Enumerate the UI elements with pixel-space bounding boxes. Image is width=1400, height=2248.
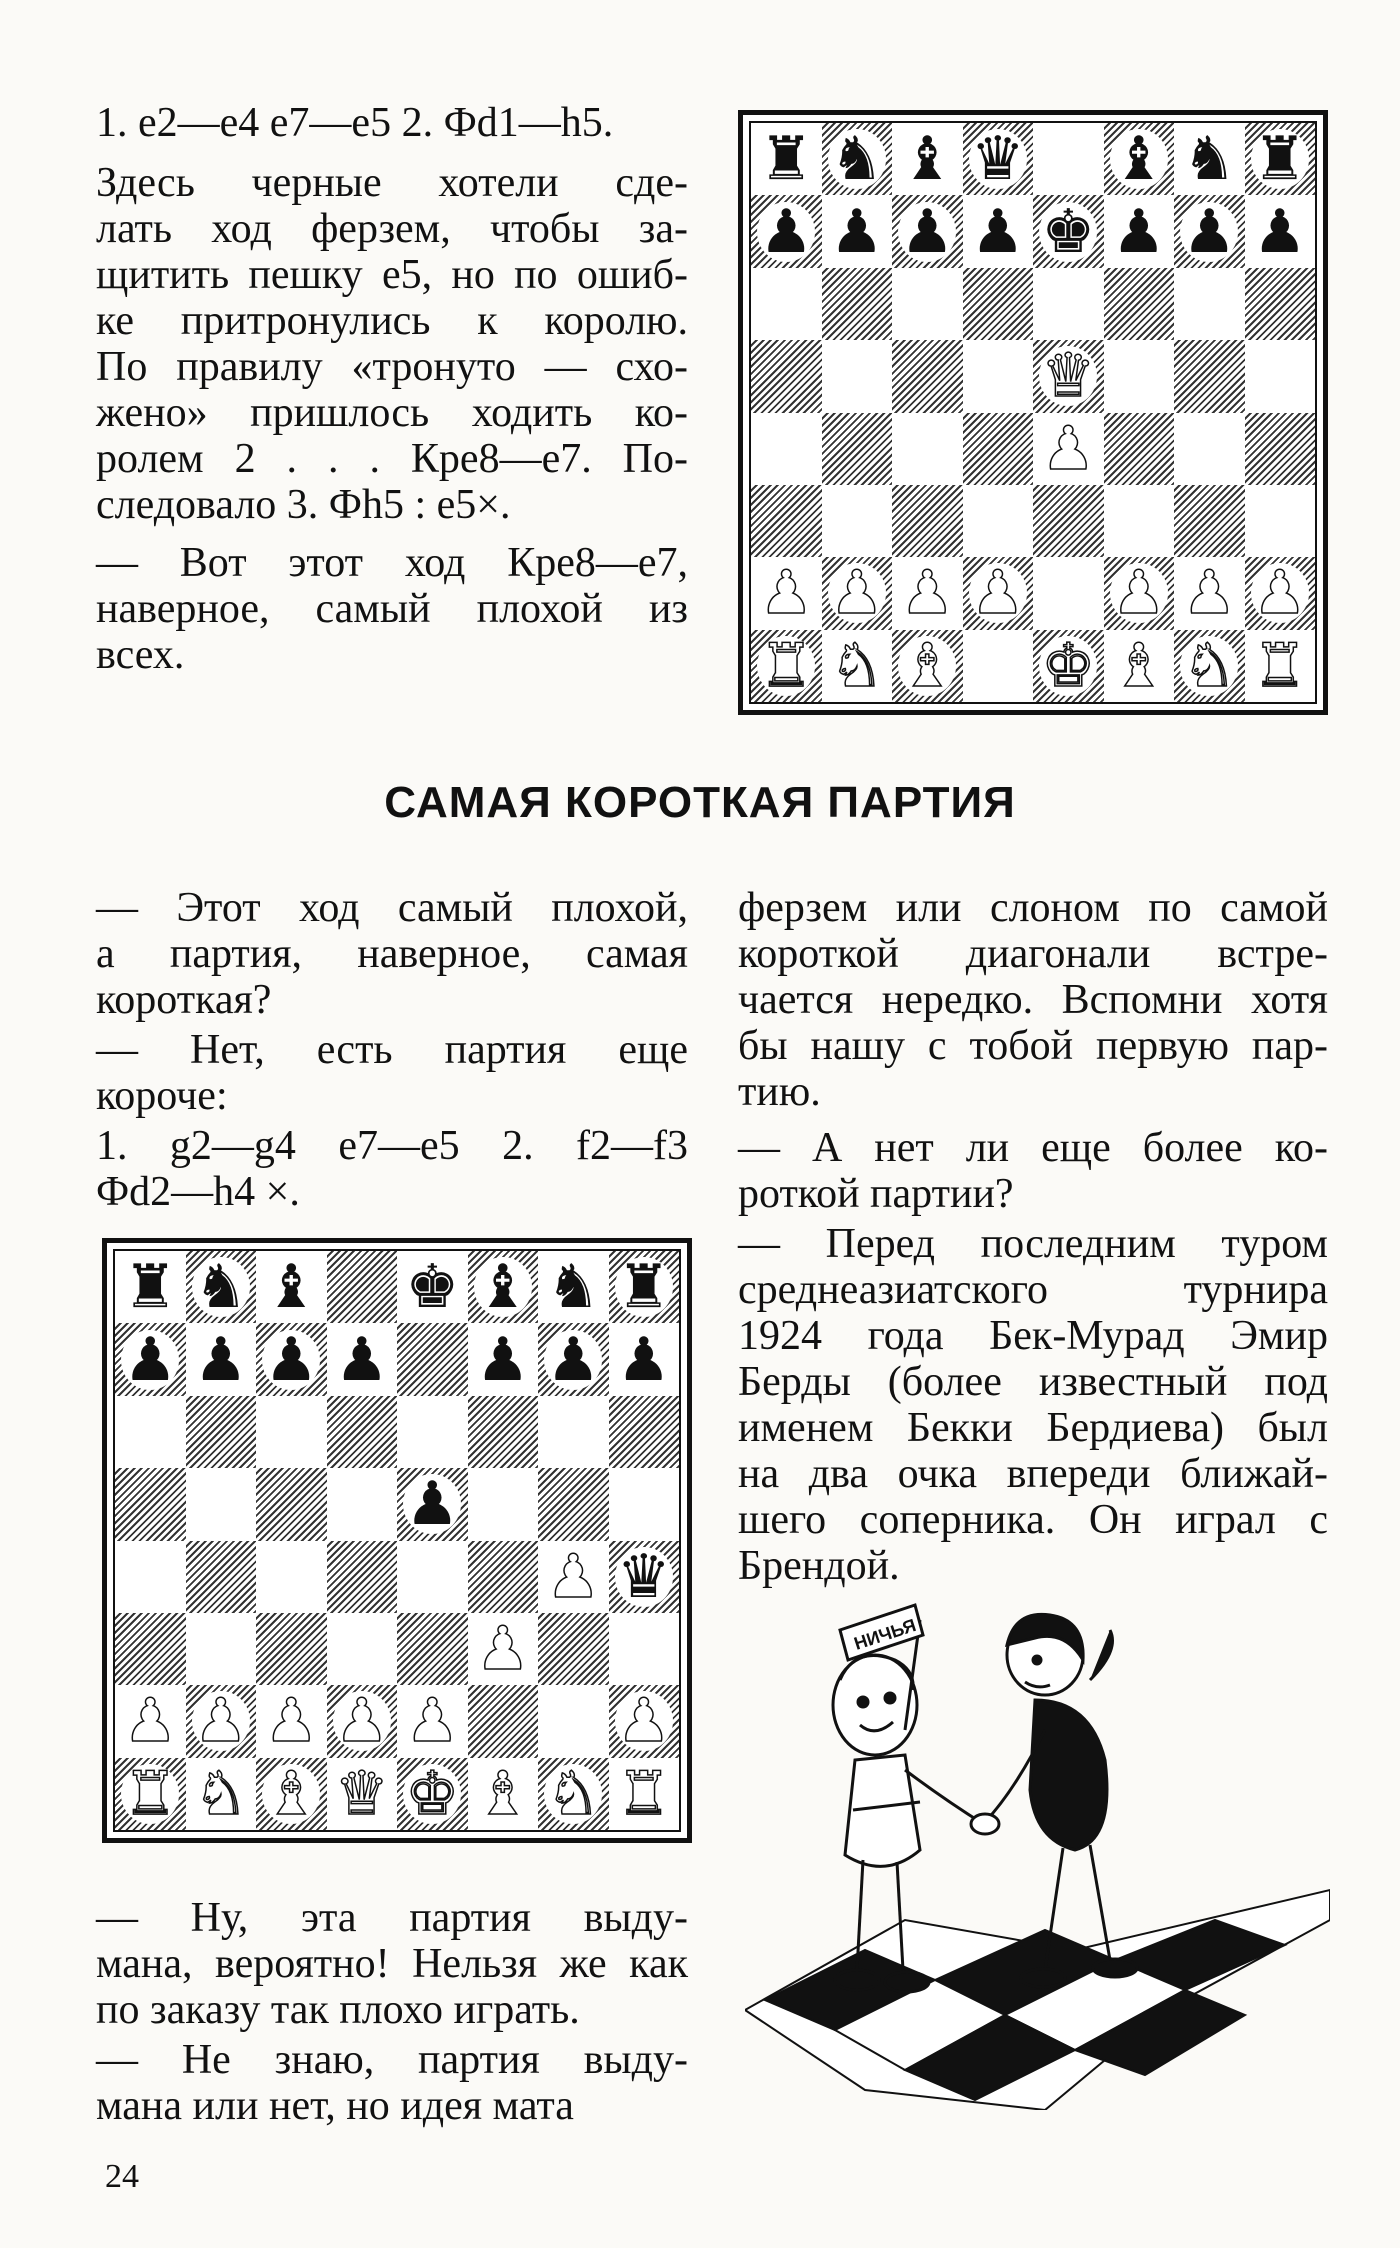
text-line: По правилу «тронуто — схо- xyxy=(96,344,688,390)
text-line: — А нет ли еще более ко- xyxy=(738,1125,1328,1171)
square-e5 xyxy=(397,1468,468,1540)
square-b1 xyxy=(186,1758,257,1830)
square-g3 xyxy=(538,1613,609,1685)
square-c5 xyxy=(256,1468,327,1540)
black-king-icon: ♚ xyxy=(1041,196,1096,267)
square-d7 xyxy=(963,195,1034,267)
square-h8 xyxy=(609,1251,680,1323)
text-line: короткой диагонали встре- xyxy=(738,931,1328,977)
white-king-icon: ♚ xyxy=(1041,630,1096,701)
square-b6 xyxy=(822,268,893,340)
text-line: роткой партии? xyxy=(738,1171,1014,1217)
square-h7 xyxy=(609,1323,680,1395)
white-bishop-icon: ♝ xyxy=(475,1758,530,1829)
square-g1 xyxy=(538,1758,609,1830)
white-pawn-icon: ♟ xyxy=(900,558,955,629)
square-h2 xyxy=(609,1685,680,1757)
square-a7 xyxy=(115,1323,186,1395)
square-d6 xyxy=(963,268,1034,340)
black-bishop-icon: ♝ xyxy=(900,124,955,195)
text-line: Фd2—h4 ×. xyxy=(96,1169,300,1215)
square-b3 xyxy=(186,1613,257,1685)
text-line: ролем 2 . . . Кре8—е7. По- xyxy=(96,436,688,482)
black-pawn-icon: ♟ xyxy=(1182,196,1237,267)
square-f5 xyxy=(1104,340,1175,412)
square-c3 xyxy=(892,485,963,557)
page-number: 24 xyxy=(105,2158,139,2195)
square-g4 xyxy=(1174,413,1245,485)
square-c1 xyxy=(256,1758,327,1830)
moves-line: 1. e2—e4 e7—e5 2. Фd1—h5. xyxy=(96,100,614,146)
text-line: 1924 года Бек-Мурад Эмир xyxy=(738,1313,1328,1359)
white-pawn-icon: ♟ xyxy=(970,558,1025,629)
square-d4 xyxy=(327,1541,398,1613)
black-pawn-icon: ♟ xyxy=(1111,196,1166,267)
white-pawn-icon: ♟ xyxy=(334,1686,389,1757)
text-line: — Не знаю, партия выду- xyxy=(96,2037,688,2083)
white-king-icon: ♚ xyxy=(405,1758,460,1829)
square-h1 xyxy=(1245,630,1316,702)
text-line: — Этот ход самый плохой, xyxy=(96,885,688,931)
square-e3 xyxy=(1033,485,1104,557)
square-g2 xyxy=(1174,557,1245,629)
square-c2 xyxy=(256,1685,327,1757)
square-f2 xyxy=(468,1685,539,1757)
square-a2 xyxy=(115,1685,186,1757)
white-knight-icon: ♞ xyxy=(829,630,884,701)
square-e2 xyxy=(1033,557,1104,629)
black-pawn-icon: ♟ xyxy=(970,196,1025,267)
square-a7 xyxy=(751,195,822,267)
square-c4 xyxy=(256,1541,327,1613)
black-rook-icon: ♜ xyxy=(759,124,814,195)
square-b4 xyxy=(822,413,893,485)
paragraph-touch-move xyxy=(96,160,688,528)
square-g1 xyxy=(1174,630,1245,702)
square-f1 xyxy=(1104,630,1175,702)
square-f7 xyxy=(1104,195,1175,267)
square-h6 xyxy=(1245,268,1316,340)
black-pawn-icon: ♟ xyxy=(759,196,814,267)
square-c8 xyxy=(256,1251,327,1323)
paragraph-moves-2 xyxy=(96,1123,688,1215)
paragraph-invented xyxy=(96,1895,688,2033)
square-h5 xyxy=(609,1468,680,1540)
white-pawn-icon: ♟ xyxy=(546,1541,601,1612)
square-b3 xyxy=(822,485,893,557)
paragraph-shortest-question xyxy=(96,885,688,1023)
square-b2 xyxy=(822,557,893,629)
square-b5 xyxy=(822,340,893,412)
black-pawn-icon: ♟ xyxy=(193,1324,248,1395)
square-h2 xyxy=(1245,557,1316,629)
square-c8 xyxy=(892,123,963,195)
square-b7 xyxy=(822,195,893,267)
square-a4 xyxy=(751,413,822,485)
text-line: на два очка впереди ближай- xyxy=(738,1451,1328,1497)
text-line: чается нередко. Вспомни хотя xyxy=(738,977,1328,1023)
white-knight-icon: ♞ xyxy=(1182,630,1237,701)
text-line: ке притронулись к королю. xyxy=(96,298,688,344)
square-h1 xyxy=(609,1758,680,1830)
black-pawn-icon: ♟ xyxy=(405,1469,460,1540)
square-d2 xyxy=(327,1685,398,1757)
square-h3 xyxy=(1245,485,1316,557)
square-g8 xyxy=(538,1251,609,1323)
square-g7 xyxy=(538,1323,609,1395)
square-a4 xyxy=(115,1541,186,1613)
white-pawn-icon: ♟ xyxy=(1252,558,1307,629)
square-g6 xyxy=(1174,268,1245,340)
paragraph-worst-move xyxy=(96,540,688,678)
white-rook-icon: ♜ xyxy=(759,630,814,701)
square-d7 xyxy=(327,1323,398,1395)
square-d1 xyxy=(963,630,1034,702)
square-a5 xyxy=(115,1468,186,1540)
square-c7 xyxy=(256,1323,327,1395)
text-line: Здесь черные хотели сде- xyxy=(96,160,688,206)
square-h4 xyxy=(1245,413,1316,485)
chess-diagram-2 xyxy=(102,1238,692,1843)
white-pawn-icon: ♟ xyxy=(405,1686,460,1757)
text-line: мана или нет, но идея мата xyxy=(96,2083,574,2129)
square-h8 xyxy=(1245,123,1316,195)
text-line: — Вот этот ход Кре8—е7, xyxy=(96,540,688,586)
text-line: бы нашу с тобой первую пар- xyxy=(738,1023,1328,1069)
text-line: именем Бекки Бердиева) был xyxy=(738,1405,1328,1451)
black-pawn-icon: ♟ xyxy=(546,1324,601,1395)
black-pawn-icon: ♟ xyxy=(616,1324,671,1395)
square-d8 xyxy=(963,123,1034,195)
square-a6 xyxy=(751,268,822,340)
square-g4 xyxy=(538,1541,609,1613)
square-b4 xyxy=(186,1541,257,1613)
black-pawn-icon: ♟ xyxy=(475,1324,530,1395)
white-pawn-icon: ♟ xyxy=(616,1686,671,1757)
square-f5 xyxy=(468,1468,539,1540)
white-pawn-icon: ♟ xyxy=(193,1686,248,1757)
text-line: щитить пешку e5, но по ошиб- xyxy=(96,252,688,298)
black-pawn-icon: ♟ xyxy=(334,1324,389,1395)
square-a8 xyxy=(115,1251,186,1323)
board-2-grid xyxy=(113,1249,681,1832)
square-e8 xyxy=(397,1251,468,1323)
text-line: Брендой. xyxy=(738,1543,900,1589)
text-line: жено» пришлось ходить ко- xyxy=(96,390,688,436)
square-a3 xyxy=(115,1613,186,1685)
square-c6 xyxy=(256,1396,327,1468)
square-g5 xyxy=(1174,340,1245,412)
text-line: шего соперника. Он играл с xyxy=(738,1497,1328,1543)
paragraph-dont-know xyxy=(96,2037,688,2129)
square-a1 xyxy=(115,1758,186,1830)
black-knight-icon: ♞ xyxy=(829,124,884,195)
square-b5 xyxy=(186,1468,257,1540)
square-h7 xyxy=(1245,195,1316,267)
square-d4 xyxy=(963,413,1034,485)
white-rook-icon: ♜ xyxy=(123,1758,178,1829)
text-line: короткая? xyxy=(96,977,272,1023)
paragraph-even-shorter-game xyxy=(738,1125,1328,1217)
square-f4 xyxy=(468,1541,539,1613)
square-h3 xyxy=(609,1613,680,1685)
square-d3 xyxy=(963,485,1034,557)
square-h6 xyxy=(609,1396,680,1468)
text-line: всех. xyxy=(96,632,185,678)
text-line: наверное, самый плохой из xyxy=(96,586,688,632)
square-a2 xyxy=(751,557,822,629)
square-c5 xyxy=(892,340,963,412)
text-line: среднеазиатского турнира xyxy=(738,1267,1328,1313)
white-knight-icon: ♞ xyxy=(193,1758,248,1829)
square-g2 xyxy=(538,1685,609,1757)
square-b7 xyxy=(186,1323,257,1395)
black-rook-icon: ♜ xyxy=(616,1252,671,1323)
black-pawn-icon: ♟ xyxy=(123,1324,178,1395)
left-column-top xyxy=(96,885,688,1215)
black-bishop-icon: ♝ xyxy=(1111,124,1166,195)
text-line: — Нет, есть партия еще xyxy=(96,1027,688,1073)
square-e8 xyxy=(1033,123,1104,195)
text-line: ферзем или слоном по самой xyxy=(738,885,1328,931)
black-knight-icon: ♞ xyxy=(193,1252,248,1323)
black-king-icon: ♚ xyxy=(405,1252,460,1323)
square-a5 xyxy=(751,340,822,412)
square-f6 xyxy=(1104,268,1175,340)
text-line: а партия, наверное, самая xyxy=(96,931,688,977)
square-b2 xyxy=(186,1685,257,1757)
square-h5 xyxy=(1245,340,1316,412)
square-e4 xyxy=(397,1541,468,1613)
square-f3 xyxy=(468,1613,539,1685)
square-f8 xyxy=(1104,123,1175,195)
white-pawn-icon: ♟ xyxy=(123,1686,178,1757)
square-e3 xyxy=(397,1613,468,1685)
square-d6 xyxy=(327,1396,398,1468)
square-c6 xyxy=(892,268,963,340)
square-a1 xyxy=(751,630,822,702)
black-pawn-icon: ♟ xyxy=(264,1324,319,1395)
black-bishop-icon: ♝ xyxy=(475,1252,530,1323)
white-pawn-icon: ♟ xyxy=(1041,413,1096,484)
square-f3 xyxy=(1104,485,1175,557)
square-g6 xyxy=(538,1396,609,1468)
black-knight-icon: ♞ xyxy=(1182,124,1237,195)
text-line: — Ну, эта партия выду- xyxy=(96,1895,688,1941)
right-column xyxy=(738,885,1328,1589)
checkered-floor xyxy=(745,1890,1330,2110)
square-d5 xyxy=(327,1468,398,1540)
square-d3 xyxy=(327,1613,398,1685)
square-c3 xyxy=(256,1613,327,1685)
white-rook-icon: ♜ xyxy=(616,1758,671,1829)
square-b8 xyxy=(186,1251,257,1323)
square-a6 xyxy=(115,1396,186,1468)
text-line: следовало 3. Фh5 : e5×. xyxy=(96,482,511,528)
square-e2 xyxy=(397,1685,468,1757)
square-f2 xyxy=(1104,557,1175,629)
square-e6 xyxy=(1033,268,1104,340)
section-heading: САМАЯ КОРОТКАЯ ПАРТИЯ xyxy=(384,778,1016,827)
handshake-icon xyxy=(971,1814,999,1834)
black-pawn-icon: ♟ xyxy=(829,196,884,267)
white-bishop-icon: ♝ xyxy=(264,1758,319,1829)
square-f4 xyxy=(1104,413,1175,485)
handshake-illustration xyxy=(745,1590,1330,2110)
square-a8 xyxy=(751,123,822,195)
square-f8 xyxy=(468,1251,539,1323)
square-d5 xyxy=(963,340,1034,412)
cartoon-handshake xyxy=(745,1590,1330,2110)
text-line: 1. g2—g4 e7—e5 2. f2—f3 xyxy=(96,1123,688,1169)
text-line: тию. xyxy=(738,1069,821,1115)
text-line: лать ход ферзем, чтобы за- xyxy=(96,206,688,252)
white-knight-icon: ♞ xyxy=(546,1758,601,1829)
chess-diagram-1 xyxy=(738,110,1328,715)
black-figure xyxy=(985,1614,1137,1987)
square-g3 xyxy=(1174,485,1245,557)
top-left-text xyxy=(96,100,688,678)
square-a3 xyxy=(751,485,822,557)
square-c2 xyxy=(892,557,963,629)
white-pawn-icon: ♟ xyxy=(1182,558,1237,629)
black-pawn-icon: ♟ xyxy=(1252,196,1307,267)
square-e1 xyxy=(1033,630,1104,702)
black-pawn-icon: ♟ xyxy=(900,196,955,267)
white-bishop-icon: ♝ xyxy=(1111,630,1166,701)
square-e6 xyxy=(397,1396,468,1468)
square-b6 xyxy=(186,1396,257,1468)
square-d1 xyxy=(327,1758,398,1830)
left-column-bottom xyxy=(96,1895,688,2129)
square-c7 xyxy=(892,195,963,267)
white-rook-icon: ♜ xyxy=(1252,630,1307,701)
square-f7 xyxy=(468,1323,539,1395)
square-h4 xyxy=(609,1541,680,1613)
board-1-grid xyxy=(749,121,1317,704)
white-queen-icon: ♛ xyxy=(334,1758,389,1829)
square-c1 xyxy=(892,630,963,702)
black-queen-icon: ♛ xyxy=(970,124,1025,195)
black-bishop-icon: ♝ xyxy=(264,1252,319,1323)
black-knight-icon: ♞ xyxy=(546,1252,601,1323)
white-pawn-icon: ♟ xyxy=(829,558,884,629)
square-e4 xyxy=(1033,413,1104,485)
square-g8 xyxy=(1174,123,1245,195)
paragraph-even-shorter xyxy=(96,1027,688,1119)
square-e1 xyxy=(397,1758,468,1830)
text-line: — Перед последним туром xyxy=(738,1221,1328,1267)
square-c4 xyxy=(892,413,963,485)
white-pawn-icon: ♟ xyxy=(264,1686,319,1757)
square-e7 xyxy=(1033,195,1104,267)
square-e5 xyxy=(1033,340,1104,412)
square-e7 xyxy=(397,1323,468,1395)
white-bishop-icon: ♝ xyxy=(900,630,955,701)
text-line: мана, вероятно! Нельзя же как xyxy=(96,1941,688,1987)
paragraph-tournament xyxy=(738,1221,1328,1589)
paragraph-diagonal xyxy=(738,885,1328,1115)
square-b1 xyxy=(822,630,893,702)
square-f1 xyxy=(468,1758,539,1830)
square-g7 xyxy=(1174,195,1245,267)
square-d8 xyxy=(327,1251,398,1323)
white-pawn-icon: ♟ xyxy=(759,558,814,629)
flag-text: НИЧЬЯ xyxy=(851,1615,919,1654)
text-line: по заказу так плохо играть. xyxy=(96,1987,580,2033)
square-g5 xyxy=(538,1468,609,1540)
square-d2 xyxy=(963,557,1034,629)
white-queen-icon: ♛ xyxy=(1041,341,1096,412)
black-queen-icon: ♛ xyxy=(616,1541,671,1612)
black-rook-icon: ♜ xyxy=(1252,124,1307,195)
text-line: Берды (более известный под xyxy=(738,1359,1328,1405)
square-f6 xyxy=(468,1396,539,1468)
white-pawn-icon: ♟ xyxy=(475,1614,530,1685)
white-pawn-icon: ♟ xyxy=(1111,558,1166,629)
square-b8 xyxy=(822,123,893,195)
text-line: короче: xyxy=(96,1073,228,1119)
black-rook-icon: ♜ xyxy=(123,1252,178,1323)
